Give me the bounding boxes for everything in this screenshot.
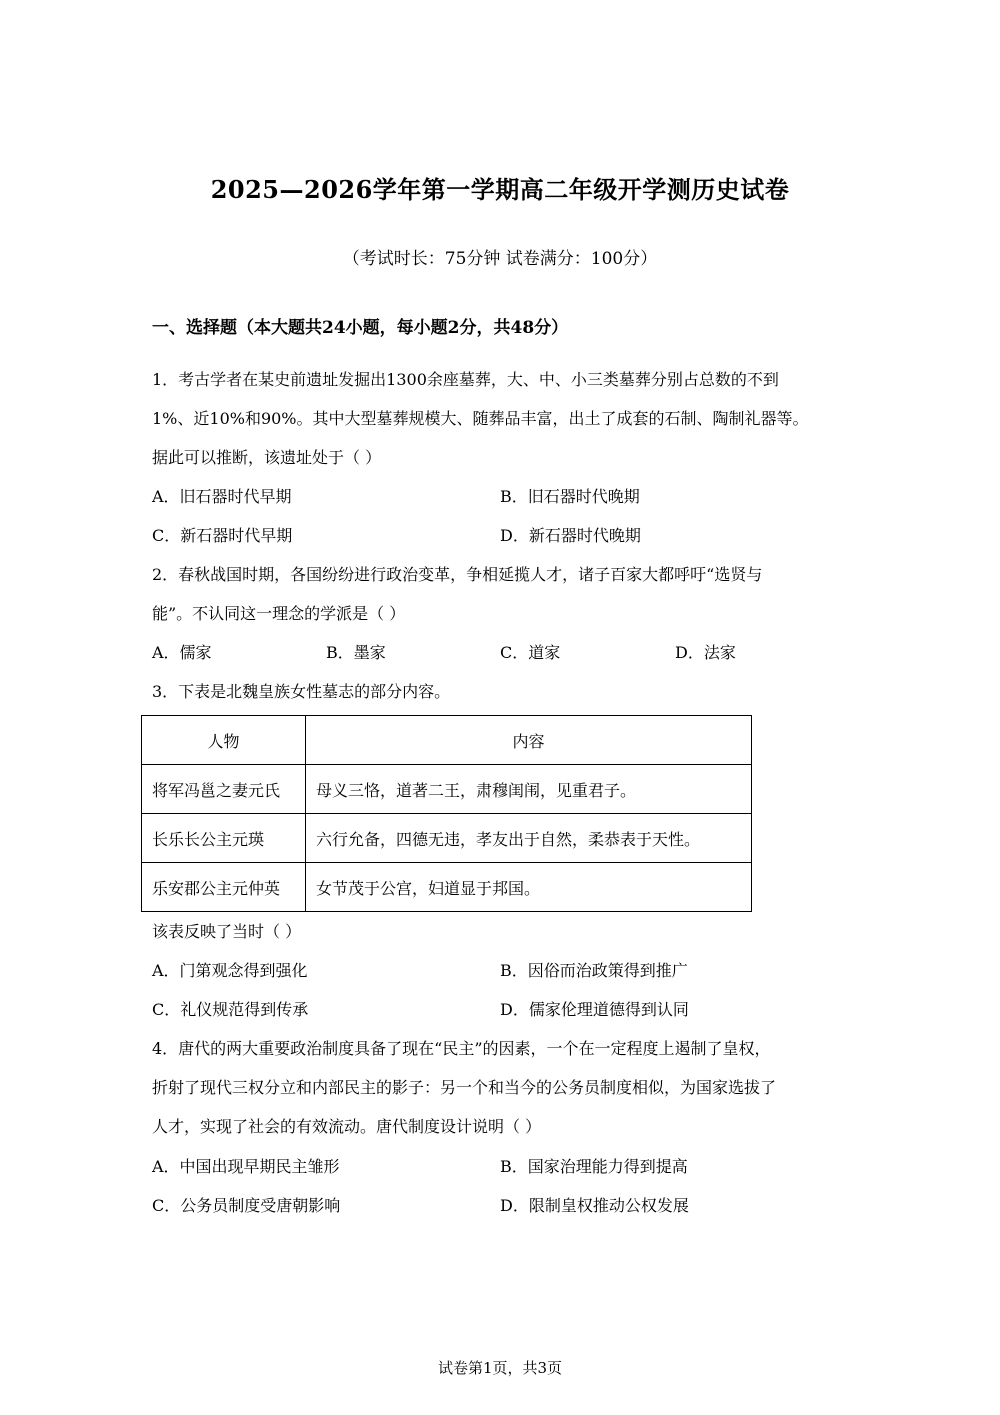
- table-cell-person: 长乐长公主元瑛: [142, 814, 306, 863]
- table-header-person: 人物: [142, 716, 306, 765]
- question-4-option-a: A．中国出现早期民主雏形: [152, 1157, 340, 1176]
- question-2-option-b: B．墨家: [326, 643, 386, 662]
- question-3-option-c: C．礼仪规范得到传承: [152, 1000, 309, 1019]
- question-1-line-1: 1．考古学者在某史前遗址发掘出1300余座墓葬，大、中、小三类墓葬分别占总数的不到: [152, 370, 779, 389]
- question-4-option-d: D．限制皇权推动公权发展: [500, 1196, 689, 1215]
- table-cell-content: 六行允备，四德无违，孝友出于自然，柔恭表于天性。: [306, 814, 752, 863]
- page-title: 2025—2026学年第一学期高二年级开学测历史试卷: [210, 175, 790, 204]
- question-2-line-1: 2．春秋战国时期，各国纷纷进行政治变革，争相延揽人才，诸子百家大都呼吁“选贤与: [152, 565, 763, 584]
- question-3-option-a: A．门第观念得到强化: [152, 961, 308, 980]
- question-2-option-a: A．儒家: [152, 643, 212, 662]
- table-header-content: 内容: [306, 716, 752, 765]
- question-1-option-b: B．旧石器时代晚期: [500, 487, 640, 506]
- question-4-option-c: C．公务员制度受唐朝影响: [152, 1196, 341, 1215]
- question-1-option-c: C．新石器时代早期: [152, 526, 293, 545]
- tomb-inscription-table: [141, 715, 752, 912]
- table-header-row: [142, 716, 752, 765]
- section-heading: 一、选择题（本大题共24小题，每小题2分，共48分）: [152, 318, 569, 338]
- table-row: [142, 863, 752, 912]
- exam-info: （考试时长：75分钟 试卷满分：100分）: [342, 249, 658, 269]
- question-2-option-c: C．道家: [500, 643, 561, 662]
- question-2-line-2: 能”。不认同这一理念的学派是（ ）: [152, 604, 406, 623]
- question-1-line-2: 1%、近10%和90%。其中大型墓葬规模大、随葬品丰富，出土了成套的石制、陶制礼器等。: [152, 409, 809, 428]
- question-1-option-d: D．新石器时代晚期: [500, 526, 641, 545]
- question-3-option-b: B．因俗而治政策得到推广: [500, 961, 688, 980]
- question-2-option-d: D．法家: [675, 643, 736, 662]
- table-cell-person: 将军冯邕之妻元氏: [142, 765, 306, 814]
- table-row: [142, 814, 752, 863]
- question-4-line-2: 折射了现代三权分立和内部民主的影子：另一个和当今的公务员制度相似，为国家选拔了: [152, 1078, 777, 1097]
- table-cell-content: 女节茂于公宫，妇道显于邦国。: [306, 863, 752, 912]
- question-4-option-b: B．国家治理能力得到提高: [500, 1157, 688, 1176]
- question-3-prompt: 该表反映了当时（ ）: [152, 922, 302, 941]
- table-row: [142, 765, 752, 814]
- page-footer: 试卷第1页，共3页: [437, 1359, 563, 1377]
- table-cell-content: 母义三恪，道著二王，肃穆闺闱，见重君子。: [306, 765, 752, 814]
- question-4-line-3: 人才，实现了社会的有效流动。唐代制度设计说明（ ）: [152, 1117, 542, 1136]
- question-3-intro: 3．下表是北魏皇族女性墓志的部分内容。: [152, 682, 451, 701]
- question-1-line-3: 据此可以推断，该遗址处于（ ）: [152, 448, 382, 467]
- question-1-option-a: A．旧石器时代早期: [152, 487, 292, 506]
- question-3-option-d: D．儒家伦理道德得到认同: [500, 1000, 689, 1019]
- table-cell-person: 乐安郡公主元仲英: [142, 863, 306, 912]
- question-4-line-1: 4．唐代的两大重要政治制度具备了现在“民主”的因素，一个在一定程度上遏制了皇权，: [152, 1039, 771, 1058]
